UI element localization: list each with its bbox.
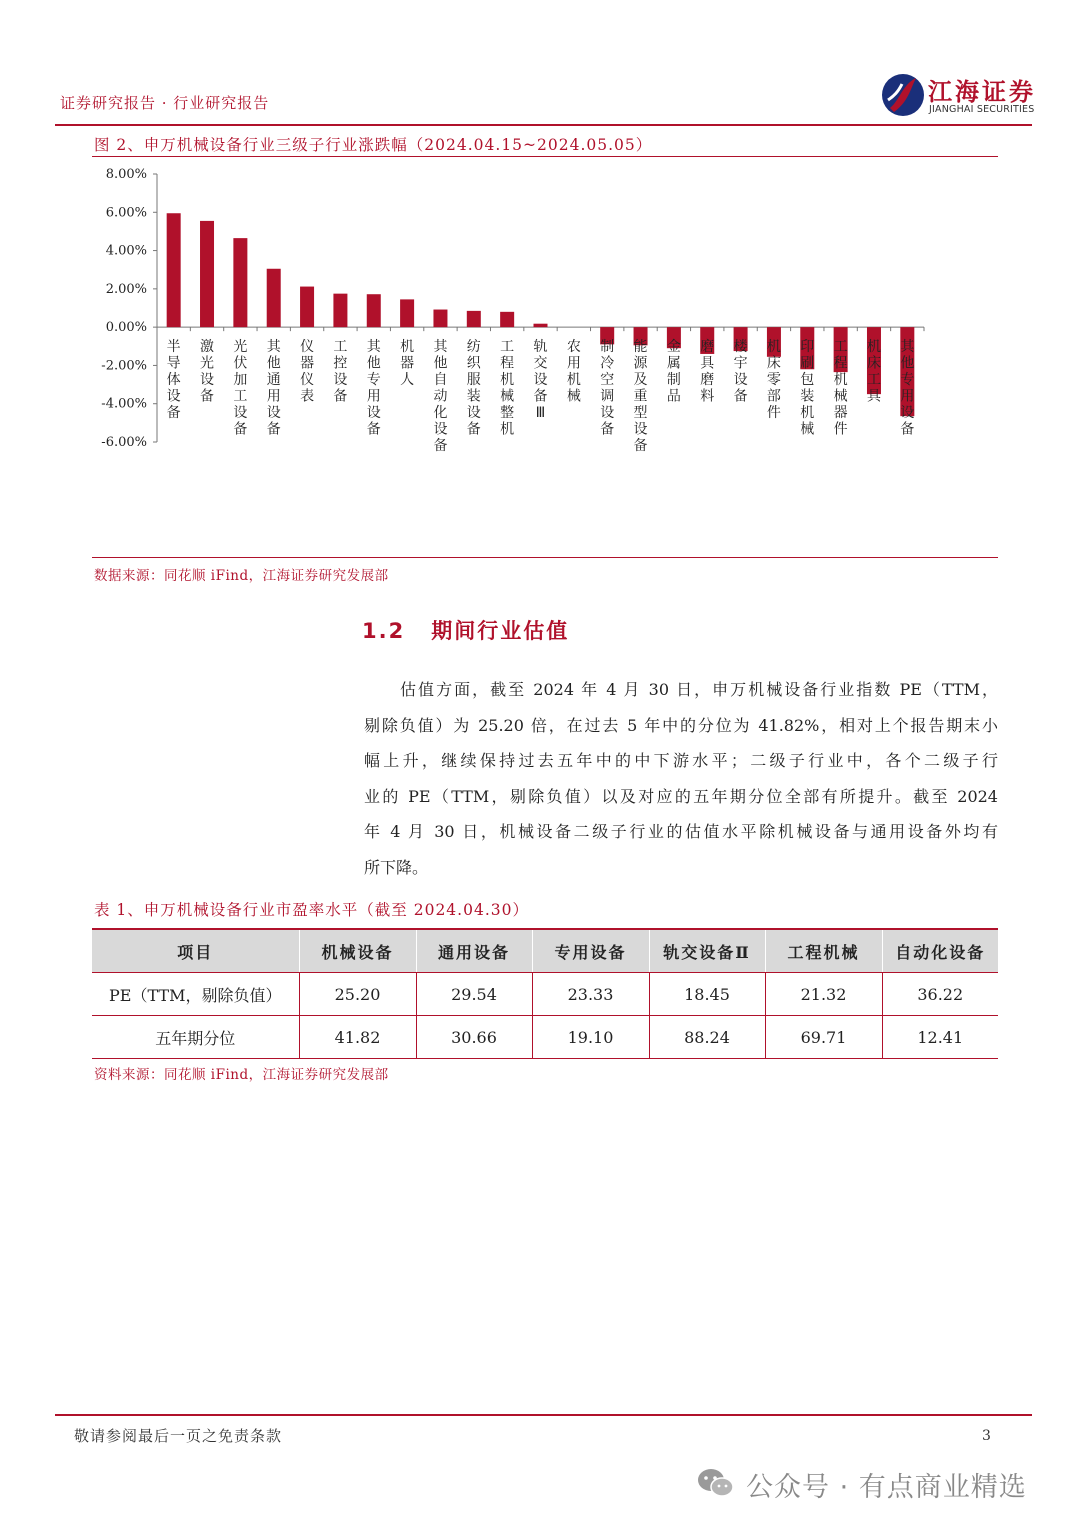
watermark-text: 公众号 · 有点商业精选 [746,1472,1027,1503]
figure-title: 图 2、申万机械设备行业三级子行业涨跌幅（2024.04.15~2024.05.05） [94,136,653,154]
paragraph-line: 估值方面，截至 2024 年 4 月 30 日，申万机械设备行业指数 PE（TTM， [364,680,998,699]
paragraph-line: 所下降。 [364,857,429,877]
x-category-label: 半导体设备 [166,339,181,422]
table-cell: 36.22 [882,973,998,1016]
table-cell: 五年期分位 [92,1016,299,1059]
y-tick-label: 8.00% [105,167,147,182]
x-category-label: 农用机械 [566,339,581,405]
table-title: 表 1、申万机械设备行业市盈率水平（截至 2024.04.30） [94,901,529,919]
section-number: 1.2 [362,619,406,643]
y-tick-label: -4.00% [101,396,147,412]
logo-subtext: JIANGHAI SECURITIES [929,104,1035,115]
chart-bar [367,294,381,327]
x-category-label: 其他通用设备 [266,339,281,438]
x-category-label: 机床零部件 [766,339,781,422]
chart-bar [400,299,414,327]
table-header-cell: 专用设备 [532,929,649,973]
paragraph-line: 年 4 月 30 日，机械设备二级子行业的估值水平除机械设备与通用设备外均有 [364,822,998,841]
table-cell: 29.54 [416,973,532,1016]
table-row [92,1016,998,1059]
header-divider [55,124,1032,126]
figure-top-rule [92,156,998,157]
chart-bar [467,311,481,327]
x-category-label: 能源及重型设备 [633,339,648,455]
table-header-cell: 轨交设备Ⅱ [649,929,765,973]
x-category-label: 激光设备 [200,339,215,405]
table-cell: 41.82 [299,1016,416,1059]
x-category-label: 纺织服装设备 [466,339,481,438]
y-tick-label: 4.00% [105,243,147,259]
x-category-label: 磨具磨料 [700,339,715,405]
table-header-cell: 项目 [92,929,299,973]
pe-table [92,928,998,1059]
x-category-label: 机床工具 [866,339,881,405]
chart-bar [500,312,514,327]
chart-bar [167,213,181,327]
table-cell: 12.41 [882,1016,998,1059]
wechat-icon [696,1466,736,1500]
table-source: 资料来源：同花顺 iFind，江海证券研究发展部 [94,1067,389,1083]
x-category-label: 机器人 [400,339,415,389]
chart-bar [333,294,347,328]
x-category-label: 其他专用设备 [900,339,915,438]
table-cell: 69.71 [765,1016,882,1059]
table-cell: 88.24 [649,1016,765,1059]
table-cell: 18.45 [649,973,765,1016]
figure-source: 数据来源：同花顺 iFind，江海证券研究发展部 [94,568,389,584]
x-category-label: 印刷包装机械 [800,339,815,438]
chart-bar [267,269,281,327]
y-tick-label: -2.00% [101,358,147,374]
bar-chart [92,160,998,555]
table-cell: 21.32 [765,973,882,1016]
table-cell: 23.33 [532,973,649,1016]
section-heading [362,615,569,645]
table-cell: 25.20 [299,973,416,1016]
x-category-label: 仪器仪表 [300,339,315,405]
x-category-label: 工程机械整机 [500,339,515,438]
footer-divider [55,1414,1032,1416]
x-category-label: 金属制品 [666,339,681,405]
paragraph-line: 业的 PE（TTM，剔除负值）以及对应的五年期分位全部有所提升。截至 2024 [364,786,998,806]
section-title: 期间行业估值 [431,619,570,643]
y-tick-label: -6.00% [101,435,147,450]
table-header-cell: 机械设备 [299,929,416,973]
table-cell: PE（TTM，剔除负值） [92,973,299,1016]
figure-bottom-rule [92,557,998,558]
table-header-cell: 通用设备 [416,929,532,973]
chart-bar [233,238,247,327]
paragraph-line: 剔除负值）为 25.20 倍，在过去 5 年中的分位为 41.82%，相对上个报告期末小 [364,715,998,735]
header-title: 证券研究报告 · 行业研究报告 [60,94,270,112]
y-tick-label: 0.00% [105,320,147,336]
chart-bar [433,310,447,328]
x-category-label: 制冷空调设备 [600,339,615,438]
x-category-label: 工程机械器件 [833,339,848,438]
x-category-label: 其他自动化设备 [433,339,448,455]
table-cell: 30.66 [416,1016,532,1059]
x-category-label: 楼宇设备 [733,339,748,405]
x-category-label: 光伏加工设备 [233,339,248,438]
table-cell: 19.10 [532,1016,649,1059]
table-row [92,973,998,1016]
y-tick-label: 6.00% [105,205,147,221]
body-paragraph [364,672,998,885]
y-tick-label: 2.00% [105,281,147,297]
chart-bar [300,287,314,328]
logo-text: 江海证券 [928,78,1036,106]
x-category-label: 轨交设备 Ⅲ [533,339,548,422]
footer-disclaimer: 敬请参阅最后一页之免责条款 [74,1427,283,1445]
chart-bar [200,221,214,327]
chart-bar [534,324,548,327]
table-header-cell: 自动化设备 [882,929,998,973]
page-number: 3 [982,1428,991,1444]
paragraph-line: 幅上升，继续保持过去五年中的中下游水平；二级子行业中，各个二级子行 [364,751,998,770]
table-header-cell: 工程机械 [765,929,882,973]
x-category-label: 其他专用设备 [366,339,381,438]
x-category-label: 工控设备 [333,339,348,405]
table-header-row [92,929,998,973]
